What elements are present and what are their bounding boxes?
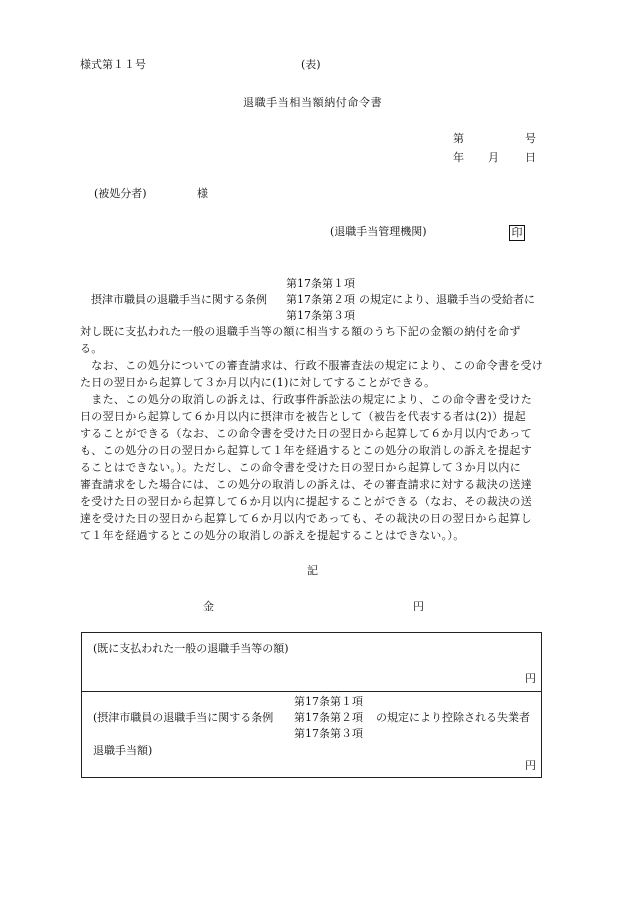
- date-month: 月: [488, 151, 499, 164]
- date-day: 日: [525, 151, 536, 164]
- row2-label-cont: 退職手当額): [93, 744, 153, 757]
- seal-stamp: 印: [509, 225, 525, 241]
- row2-unit: 円: [525, 759, 536, 772]
- amount-unit: 円: [413, 600, 424, 613]
- ordinance-tail: の規定により、退職手当の受給者に: [359, 293, 535, 306]
- row2-clause-1: 第17条第１項: [294, 695, 363, 708]
- body-line: 対し既に支払われた一般の退職手当等の額に相当する額のうち下記の金額の納付を命ず: [80, 325, 521, 338]
- number-label-dai: 第: [453, 132, 464, 145]
- body-line: て１年を経過するとこの処分の取消しの訴えを提起することはできない。）。: [80, 529, 465, 542]
- row2-clause-3: 第17条第３項: [294, 727, 363, 740]
- body-line: も、この処分の日の翌日から起算して１年を経過するとこの処分の取消しの訴えを提起す: [80, 444, 532, 457]
- row2-prefix: (摂津市職員の退職手当に関する条例: [93, 711, 274, 724]
- number-label-go: 号: [525, 132, 536, 145]
- body-line: することができる（なお、この命令書を受けた日の翌日から起算して６か月以内であって: [80, 427, 532, 440]
- amount-label: 金: [203, 600, 214, 613]
- issuer-label: (退職手当管理機関): [330, 225, 427, 238]
- body-line: を受けた日の翌日から起算して６か月以内に提起することができる（なお、その裁決の送: [80, 495, 532, 508]
- body-line: 日の翌日から起算して６か月以内に摂津市を被告として（被告を代表する者は(2)）提起: [80, 410, 526, 423]
- row1-unit: 円: [525, 672, 536, 685]
- table-row-divider: [82, 691, 541, 692]
- ordinance-name: 摂津市職員の退職手当に関する条例: [91, 293, 267, 306]
- clause-option-3: 第17条第３項: [286, 309, 355, 322]
- form-number: 様式第１１号: [80, 58, 146, 71]
- ki-heading: 記: [307, 564, 318, 577]
- body-line: る。: [80, 342, 103, 355]
- recipient-label: (被処分者): [94, 187, 147, 200]
- body-line: ることはできない。）。ただし、この命令書を受けた日の翌日から起算して３か月以内に: [80, 461, 521, 474]
- deduction-table: [81, 632, 542, 778]
- clause-option-2: 第17条第２項: [286, 293, 355, 306]
- document-title: 退職手当相当額納付命令書: [243, 96, 383, 109]
- clause-option-1: 第17条第１項: [286, 277, 355, 290]
- row2-clause-2: 第17条第２項: [294, 711, 363, 724]
- body-line: 審査請求をした場合には、この処分の取消しの訴えは、その審査請求に対する裁決の送達: [80, 478, 532, 491]
- row1-label: (既に支払われた一般の退職手当等の額): [93, 642, 289, 655]
- body-line: なお、この処分についての審査請求は、行政不服審査法の規定により、この命令書を受け: [80, 359, 544, 372]
- date-year: 年: [453, 151, 464, 164]
- body-line: また、この処分の取消しの訴えは、行政事件訴訟法の規定により、この命令書を受けた: [80, 393, 532, 406]
- body-line: 達を受けた日の翌日から起算して６か月以内であっても、その裁決の日の翌日から起算し: [80, 512, 532, 525]
- side-indicator: (表): [301, 58, 321, 71]
- body-line: た日の翌日から起算して３か月以内に(1)に対してすることができる。: [80, 376, 436, 389]
- row2-suffix: の規定により控除される失業者: [376, 711, 530, 724]
- recipient-honorific: 様: [197, 187, 208, 200]
